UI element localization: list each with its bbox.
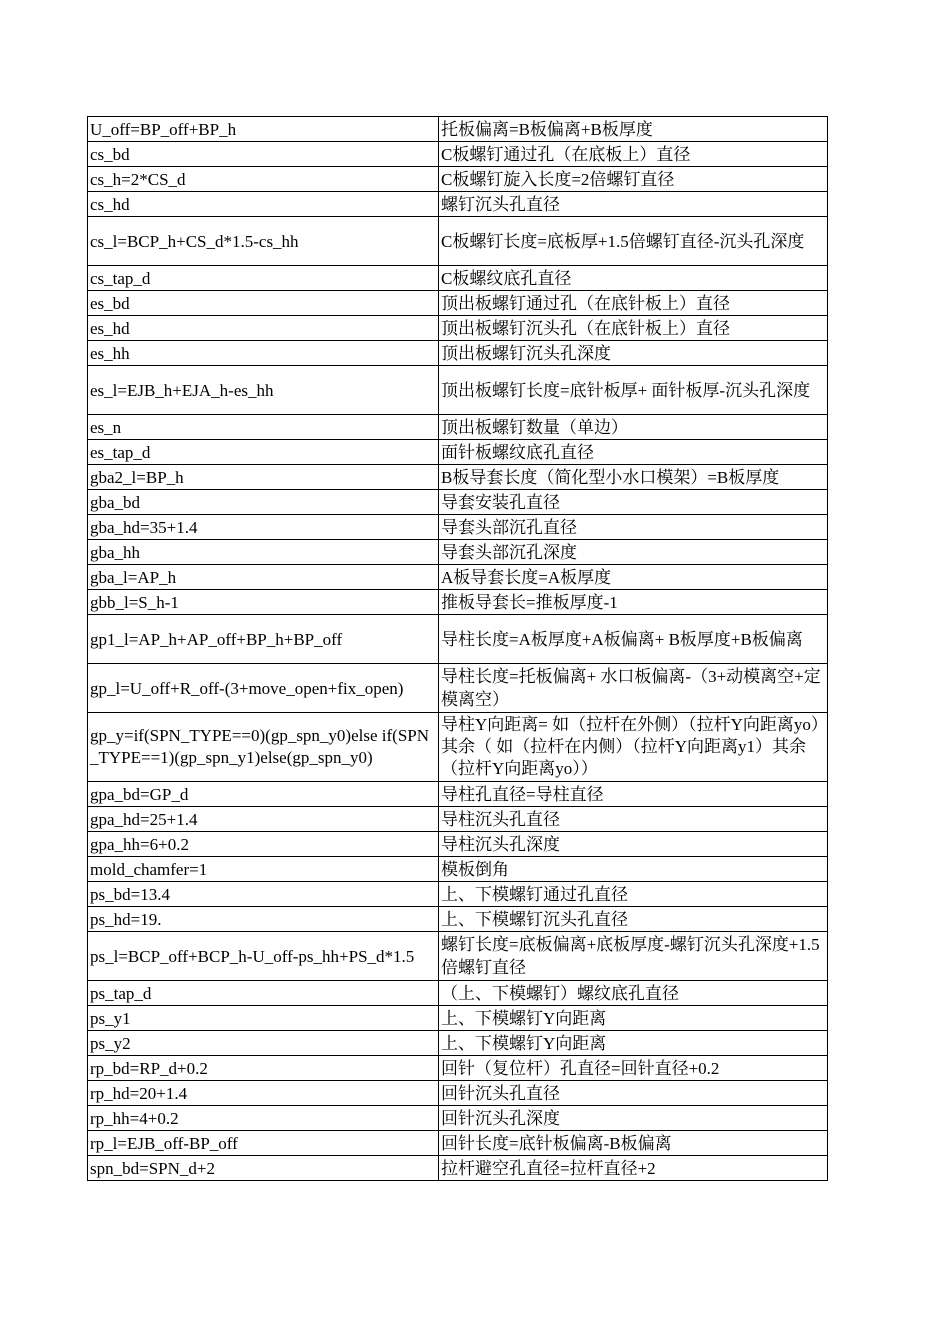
param-cell: es_bd xyxy=(88,291,439,316)
param-cell: gbb_l=S_h-1 xyxy=(88,590,439,615)
desc-cell: 回针沉头孔深度 xyxy=(439,1106,828,1131)
desc-cell: 回针（复位杆）孔直径=回针直径+0.2 xyxy=(439,1056,828,1081)
desc-cell: 顶出板螺钉长度=底针板厚+ 面针板厚-沉头孔深度 xyxy=(439,366,828,415)
param-cell: U_off=BP_off+BP_h xyxy=(88,117,439,142)
table-row xyxy=(88,415,828,440)
param-cell: es_l=EJB_h+EJA_h-es_hh xyxy=(88,366,439,415)
desc-cell: 顶出板螺钉数量（单边） xyxy=(439,415,828,440)
table-row xyxy=(88,1156,828,1181)
desc-cell: C板螺纹底孔直径 xyxy=(439,266,828,291)
desc-cell: 导套头部沉孔深度 xyxy=(439,540,828,565)
param-cell: gp_l=U_off+R_off-(3+move_open+fix_open) xyxy=(88,664,439,713)
table-row xyxy=(88,664,828,713)
desc-cell: 顶出板螺钉沉头孔深度 xyxy=(439,341,828,366)
param-cell: es_tap_d xyxy=(88,440,439,465)
param-cell: cs_l=BCP_h+CS_d*1.5-cs_hh xyxy=(88,217,439,266)
desc-cell: 模板倒角 xyxy=(439,857,828,882)
table-row xyxy=(88,981,828,1006)
desc-cell: 顶出板螺钉通过孔（在底针板上）直径 xyxy=(439,291,828,316)
desc-cell: 导柱Y向距离= 如（拉杆在外侧）（拉杆Y向距离yo）其余（ 如（拉杆在内侧）（拉杆Y向距离y1）其余（拉杆Y向距离yo）） xyxy=(439,713,828,782)
param-cell: cs_h=2*CS_d xyxy=(88,167,439,192)
param-cell: mold_chamfer=1 xyxy=(88,857,439,882)
table-row xyxy=(88,615,828,664)
table-row xyxy=(88,440,828,465)
param-cell: ps_y2 xyxy=(88,1031,439,1056)
param-cell: gpa_hh=6+0.2 xyxy=(88,832,439,857)
param-cell: cs_tap_d xyxy=(88,266,439,291)
table-row xyxy=(88,366,828,415)
desc-cell: 回针沉头孔直径 xyxy=(439,1081,828,1106)
table-row xyxy=(88,291,828,316)
document-page xyxy=(87,116,827,1181)
param-cell: es_hd xyxy=(88,316,439,341)
param-cell: gba_hd=35+1.4 xyxy=(88,515,439,540)
table-row xyxy=(88,565,828,590)
table-row xyxy=(88,1006,828,1031)
table-row xyxy=(88,932,828,981)
param-cell: gpa_hd=25+1.4 xyxy=(88,807,439,832)
param-cell: ps_y1 xyxy=(88,1006,439,1031)
desc-cell: 上、下模螺钉Y向距离 xyxy=(439,1031,828,1056)
table-row xyxy=(88,316,828,341)
desc-cell: 导柱长度=A板厚度+A板偏离+ B板厚度+B板偏离 xyxy=(439,615,828,664)
desc-cell: 上、下模螺钉Y向距离 xyxy=(439,1006,828,1031)
param-cell: ps_tap_d xyxy=(88,981,439,1006)
table-row xyxy=(88,142,828,167)
desc-cell: 上、下模螺钉沉头孔直径 xyxy=(439,907,828,932)
table-row xyxy=(88,540,828,565)
table-row xyxy=(88,882,828,907)
desc-cell: 顶出板螺钉沉头孔（在底针板上）直径 xyxy=(439,316,828,341)
param-cell: rp_bd=RP_d+0.2 xyxy=(88,1056,439,1081)
parameter-table xyxy=(87,116,828,1181)
param-cell: cs_bd xyxy=(88,142,439,167)
table-row xyxy=(88,515,828,540)
desc-cell: 上、下模螺钉通过孔直径 xyxy=(439,882,828,907)
desc-cell: 托板偏离=B板偏离+B板厚度 xyxy=(439,117,828,142)
param-cell: es_n xyxy=(88,415,439,440)
table-row xyxy=(88,713,828,782)
table-row xyxy=(88,465,828,490)
desc-cell: B板导套长度（简化型小水口模架）=B板厚度 xyxy=(439,465,828,490)
param-cell: rp_hh=4+0.2 xyxy=(88,1106,439,1131)
param-cell: gp1_l=AP_h+AP_off+BP_h+BP_off xyxy=(88,615,439,664)
table-row xyxy=(88,266,828,291)
table-row xyxy=(88,1131,828,1156)
desc-cell: 螺钉沉头孔直径 xyxy=(439,192,828,217)
desc-cell: 导柱沉头孔深度 xyxy=(439,832,828,857)
param-cell: rp_l=EJB_off-BP_off xyxy=(88,1131,439,1156)
desc-cell: A板导套长度=A板厚度 xyxy=(439,565,828,590)
desc-cell: 面针板螺纹底孔直径 xyxy=(439,440,828,465)
table-row xyxy=(88,857,828,882)
table-row xyxy=(88,782,828,807)
table-row xyxy=(88,907,828,932)
desc-cell: 螺钉长度=底板偏离+底板厚度-螺钉沉头孔深度+1.5倍螺钉直径 xyxy=(439,932,828,981)
desc-cell: 回针长度=底针板偏离-B板偏离 xyxy=(439,1131,828,1156)
desc-cell: 导套安装孔直径 xyxy=(439,490,828,515)
desc-cell: C板螺钉长度=底板厚+1.5倍螺钉直径-沉头孔深度 xyxy=(439,217,828,266)
table-row xyxy=(88,117,828,142)
param-cell: gba2_l=BP_h xyxy=(88,465,439,490)
param-cell: gpa_bd=GP_d xyxy=(88,782,439,807)
table-row xyxy=(88,1081,828,1106)
param-cell: es_hh xyxy=(88,341,439,366)
desc-cell: 导柱长度=托板偏离+ 水口板偏离-（3+动模离空+定模离空） xyxy=(439,664,828,713)
table-row xyxy=(88,490,828,515)
param-cell: gp_y=if(SPN_TYPE==0)(gp_spn_y0)else if(SPN_TYPE==1)(gp_spn_y1)else(gp_spn_y0) xyxy=(88,713,439,782)
param-cell: ps_bd=13.4 xyxy=(88,882,439,907)
param-cell: spn_bd=SPN_d+2 xyxy=(88,1156,439,1181)
desc-cell: 拉杆避空孔直径=拉杆直径+2 xyxy=(439,1156,828,1181)
table-row xyxy=(88,590,828,615)
table-row xyxy=(88,1031,828,1056)
param-cell: cs_hd xyxy=(88,192,439,217)
param-cell: ps_l=BCP_off+BCP_h-U_off-ps_hh+PS_d*1.5 xyxy=(88,932,439,981)
desc-cell: 导套头部沉孔直径 xyxy=(439,515,828,540)
table-row xyxy=(88,341,828,366)
desc-cell: （上、下模螺钉）螺纹底孔直径 xyxy=(439,981,828,1006)
table-row xyxy=(88,1056,828,1081)
desc-cell: C板螺钉旋入长度=2倍螺钉直径 xyxy=(439,167,828,192)
table-row xyxy=(88,217,828,266)
table-row xyxy=(88,1106,828,1131)
table-row xyxy=(88,832,828,857)
desc-cell: 导柱沉头孔直径 xyxy=(439,807,828,832)
desc-cell: 导柱孔直径=导柱直径 xyxy=(439,782,828,807)
table-row xyxy=(88,192,828,217)
desc-cell: C板螺钉通过孔（在底板上）直径 xyxy=(439,142,828,167)
table-row xyxy=(88,167,828,192)
table-row xyxy=(88,807,828,832)
desc-cell: 推板导套长=推板厚度-1 xyxy=(439,590,828,615)
param-cell: gba_l=AP_h xyxy=(88,565,439,590)
param-cell: rp_hd=20+1.4 xyxy=(88,1081,439,1106)
param-cell: ps_hd=19. xyxy=(88,907,439,932)
param-cell: gba_bd xyxy=(88,490,439,515)
param-cell: gba_hh xyxy=(88,540,439,565)
